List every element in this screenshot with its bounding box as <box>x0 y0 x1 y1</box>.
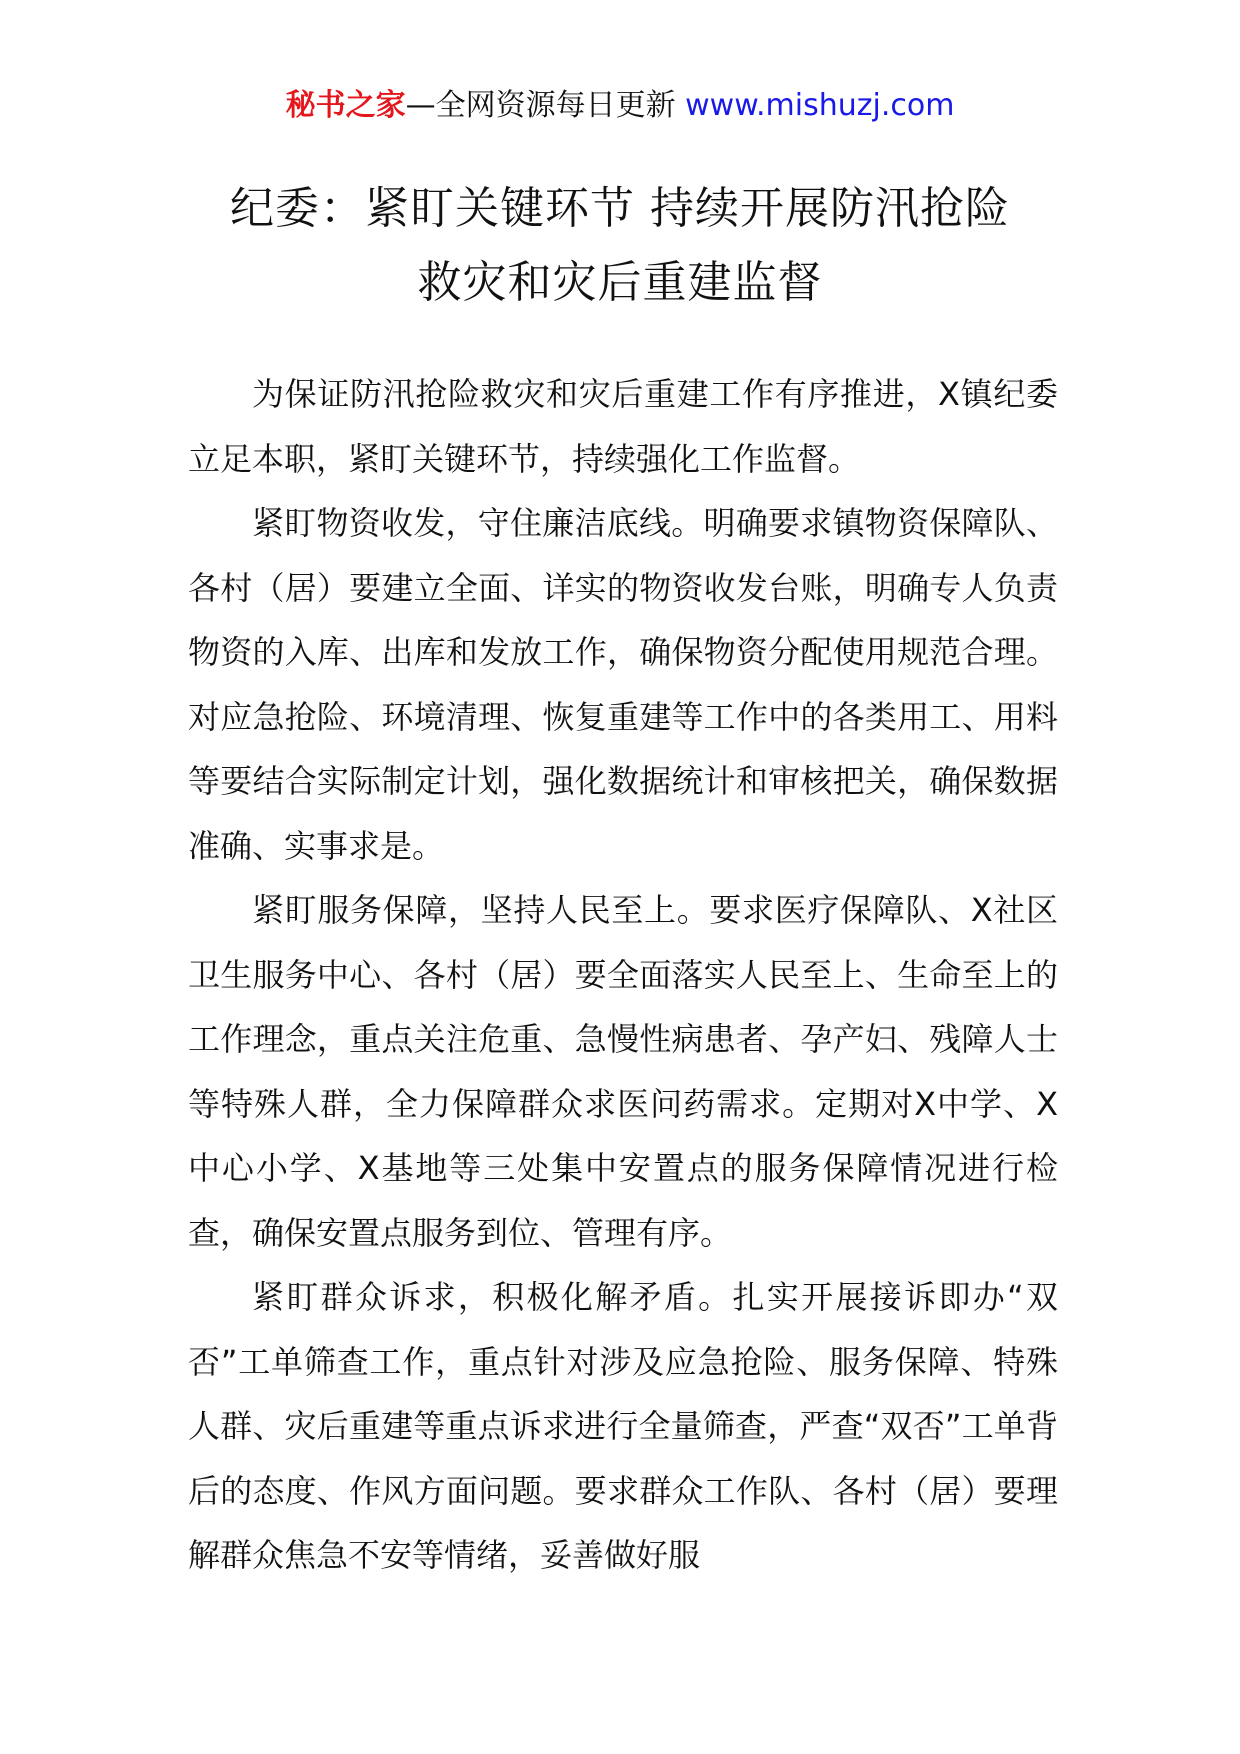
paragraph-materials: 紧盯物资收发，守住廉洁底线。明确要求镇物资保障队、各村（居）要建立全面、详实的物资收发台账，明确专人负责物资的入库、出库和发放工作，确保物资分配使用规范合理。对应急抢险、环境清理、恢复重建等工作中的各类用工、用料等要结合实际制定计划，强化数据统计和审核把关，确保数据准确、实事求是。 <box>188 504 1058 865</box>
paragraph-appeals: 紧盯群众诉求，积极化解矛盾。扎实开展接诉即办“双否”工单筛查工作，重点针对涉及应急抢险、服务保障、特殊人群、灾后重建等重点诉求进行全量筛查，严查“双否”工单背后的态度、作风方面问题。要求群众工作队、各村（居）要理解群众焦急不安等情绪，妥善做好服 <box>188 1278 1058 1574</box>
paragraph-service: 紧盯服务保障，坚持人民至上。要求医疗保障队、X社区卫生服务中心、各村（居）要全面落实人民至上、生命至上的工作理念，重点关注危重、急慢性病患者、孕产妇、残障人士等特殊人群，全力保障群众求医问药需求。定期对X中学、X中心小学、X基地等三处集中安置点的服务保障情况进行检查，确保安置点服务到位、管理有序。 <box>188 891 1058 1252</box>
site-tagline: —全网资源每日更新 <box>405 88 676 123</box>
document-body <box>188 362 1058 1588</box>
site-url-link[interactable]: www.mishuzj.com <box>685 88 955 123</box>
document-title <box>150 172 1090 320</box>
title-line-2: 救灾和灾后重建监督 <box>417 257 823 308</box>
site-header <box>0 86 1240 126</box>
brand-name: 秘书之家 <box>285 88 406 123</box>
title-line-1: 纪委：紧盯关键环节 持续开展防汛抢险 <box>230 183 1010 234</box>
paragraph-intro: 为保证防汛抢险救灾和灾后重建工作有序推进，X镇纪委立足本职，紧盯关键环节，持续强化工作监督。 <box>188 375 1058 478</box>
